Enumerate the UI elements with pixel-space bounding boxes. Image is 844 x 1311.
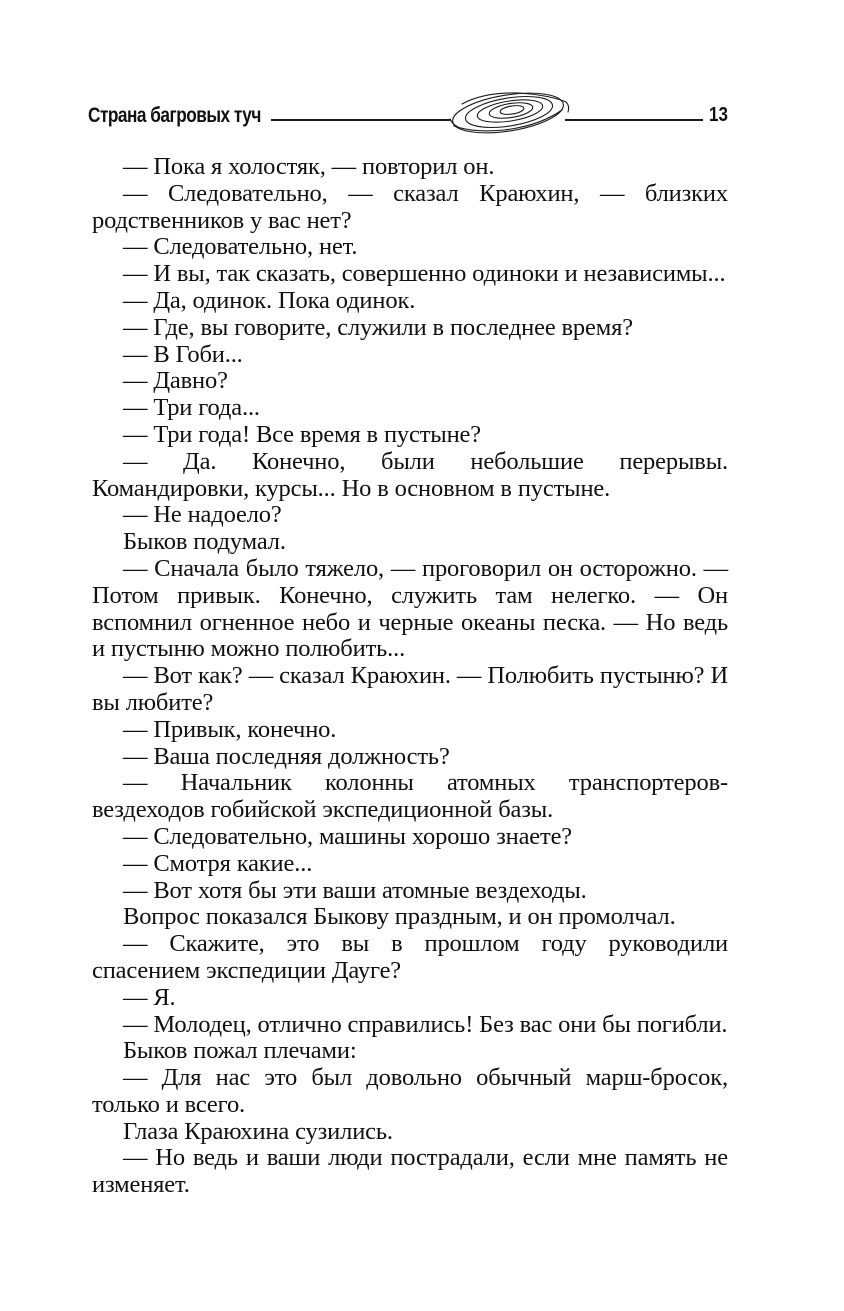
paragraph: — Скажите, это вы в прошлом году руководили спасением экспедиции Дауге?	[92, 930, 728, 984]
paragraph: — Да, одинок. Пока одинок.	[123, 286, 416, 314]
paragraph: — Начальник колонны атомных транспортеров-вездеходов гобийской экспедиционной базы.	[92, 769, 728, 824]
paragraph: — Смотря какие...	[123, 849, 313, 877]
paragraph: — Следовательно, машины хорошо знаете?	[123, 822, 573, 850]
paragraph: — Следовательно, — сказал Краюхин, — близких родственников у вас нет?	[92, 179, 728, 234]
header-rule-right	[565, 119, 703, 121]
paragraph: — Молодец, отлично справились! Без вас они бы погибли.	[123, 1010, 728, 1038]
paragraph: — Вот как? — сказал Краюхин. — Полюбить пустыню? И вы любите?	[92, 662, 728, 716]
paragraph: — Сначала было тяжело, — проговорил он осторожно. — Потом привык. Конечно, служить там нелегко. — Он вспомнил огненное небо и черные океаны песка. — Но ведь и пустыню можно полюбить...	[92, 554, 728, 663]
paragraph: — Не надоело?	[123, 501, 282, 529]
running-header	[88, 86, 730, 136]
body-text	[92, 154, 728, 1199]
paragraph: — Где, вы говорите, служили в последнее время?	[123, 313, 633, 341]
paragraph: — Три года! Все время в пустыне?	[123, 420, 482, 448]
paragraph: — Для нас это был довольно обычный марш-бросок, только и всего.	[92, 1064, 728, 1118]
paragraph: — Вот хотя бы эти ваши атомные вездеходы.	[123, 876, 587, 904]
paragraph: — Ваша последняя должность?	[123, 742, 450, 770]
paragraph: — Я.	[123, 983, 176, 1011]
spiral-nebula-ornament-icon	[444, 86, 572, 138]
paragraph: — Следовательно, нет.	[123, 233, 358, 261]
paragraph: — Пока я холостяк, — повторил он.	[123, 153, 495, 180]
paragraph: Быков пожал плечами:	[123, 1037, 357, 1065]
paragraph: — В Гоби...	[123, 340, 243, 368]
paragraph: — И вы, так сказать, совершенно одиноки и независимы...	[123, 260, 726, 288]
paragraph: — Но ведь и ваши люди пострадали, если мне память не изменяет.	[92, 1144, 728, 1199]
paragraph: Быков подумал.	[123, 528, 286, 556]
header-rule-left	[271, 119, 451, 121]
book-title: Страна багровых туч	[88, 104, 261, 127]
paragraph: Глаза Краюхина сузились.	[123, 1117, 393, 1145]
paragraph: — Три года...	[123, 394, 260, 422]
paragraph: — Давно?	[123, 367, 228, 395]
paragraph: — Привык, конечно.	[123, 715, 337, 743]
page-number: 13	[709, 104, 728, 126]
paragraph: — Да. Конечно, были небольшие перерывы. Командировки, курсы... Но в основном в пустыне.	[92, 447, 728, 502]
paragraph: Вопрос показался Быкову праздным, и он промолчал.	[123, 903, 676, 931]
